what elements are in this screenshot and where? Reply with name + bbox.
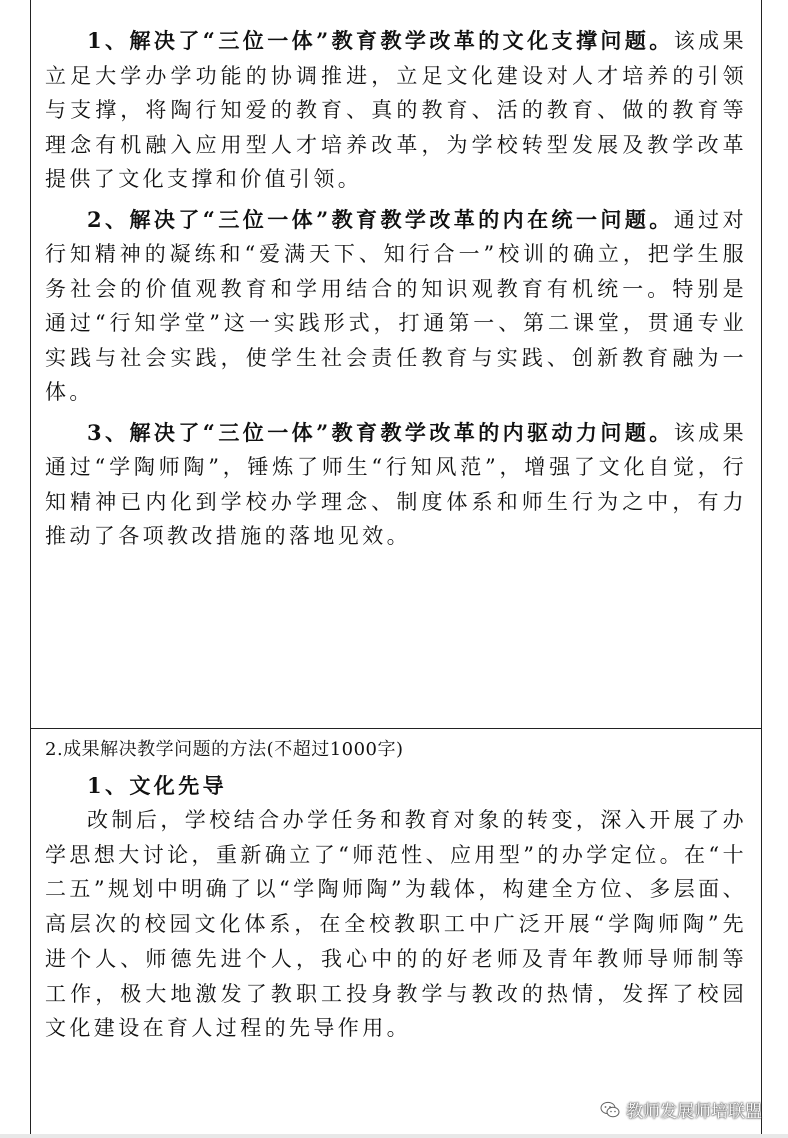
methods-cell	[31, 729, 761, 1138]
form-table	[30, 0, 762, 1138]
paragraph-3-body: 该成果通过“学陶师陶”，锤炼了师生“行知风范”，增强了文化自觉，行知精神已内化到学校办学理念、制度体系和师生行为之中，有力推动了各项教改措施的落地见效。	[45, 420, 747, 548]
culture-lead-paragraph: 改制后，学校结合办学任务和教育对象的转变，深入开展了办学思想大讨论，重新确立了“师范性、应用型”的办学定位。在“十二五”规划中明确了以“学陶师陶”为载体，构建全方位、多层面、高层次的校园文化体系，在全校教职工中广泛开展“学陶师陶”先进个人、师德先进个人，我心中的的好老师及青年教师导师制等工作，极大地激发了教职工投身教学与教改的热情，发挥了校园文化建设在育人过程的先导作用。	[45, 808, 747, 1041]
paragraph-3-lead: 3、解决了“三位一体”教育教学改革的内驱动力问题。	[87, 419, 674, 445]
paragraph-1-lead: 1、解决了“三位一体”教育教学改革的文化支撑问题。	[87, 28, 674, 53]
results-cell	[31, 0, 761, 729]
watermark	[600, 1097, 762, 1122]
paragraph-2-lead: 2、解决了“三位一体”教育教学改革的内在统一问题。	[87, 206, 674, 232]
section-2-label: 2.成果解决教学问题的方法(不超过1000字)	[45, 739, 404, 760]
culture-lead-heading: 1、文化先导	[87, 773, 228, 798]
paragraph-3	[45, 416, 747, 554]
paragraph-2-body: 通过对行知精神的凝练和“爱满天下、知行合一”校训的确立，把学生服务社会的价值观教育和学用结合的知识观教育有机统一。特别是通过“行知学堂”这一实践形式，打通第一、第二课堂，贯通专业实践与社会实践，使学生社会责任教育与实践、创新教育融为一体。	[45, 207, 747, 404]
paragraph-1-body: 该成果立足大学办学功能的协调推进，立足文化建设对人才培养的引领与支撑，将陶行知爱的教育、真的教育、活的教育、做的教育等理念有机融入应用型人才培养改革，为学校转型发展及教学改革提供了文化支撑和价值引领。	[45, 29, 747, 191]
paragraph-2	[45, 203, 747, 410]
bottom-strip	[0, 1134, 788, 1138]
wechat-icon	[600, 1101, 620, 1119]
paragraph-1	[45, 24, 747, 197]
watermark-text: 教师发展师培联盟	[626, 1102, 762, 1122]
